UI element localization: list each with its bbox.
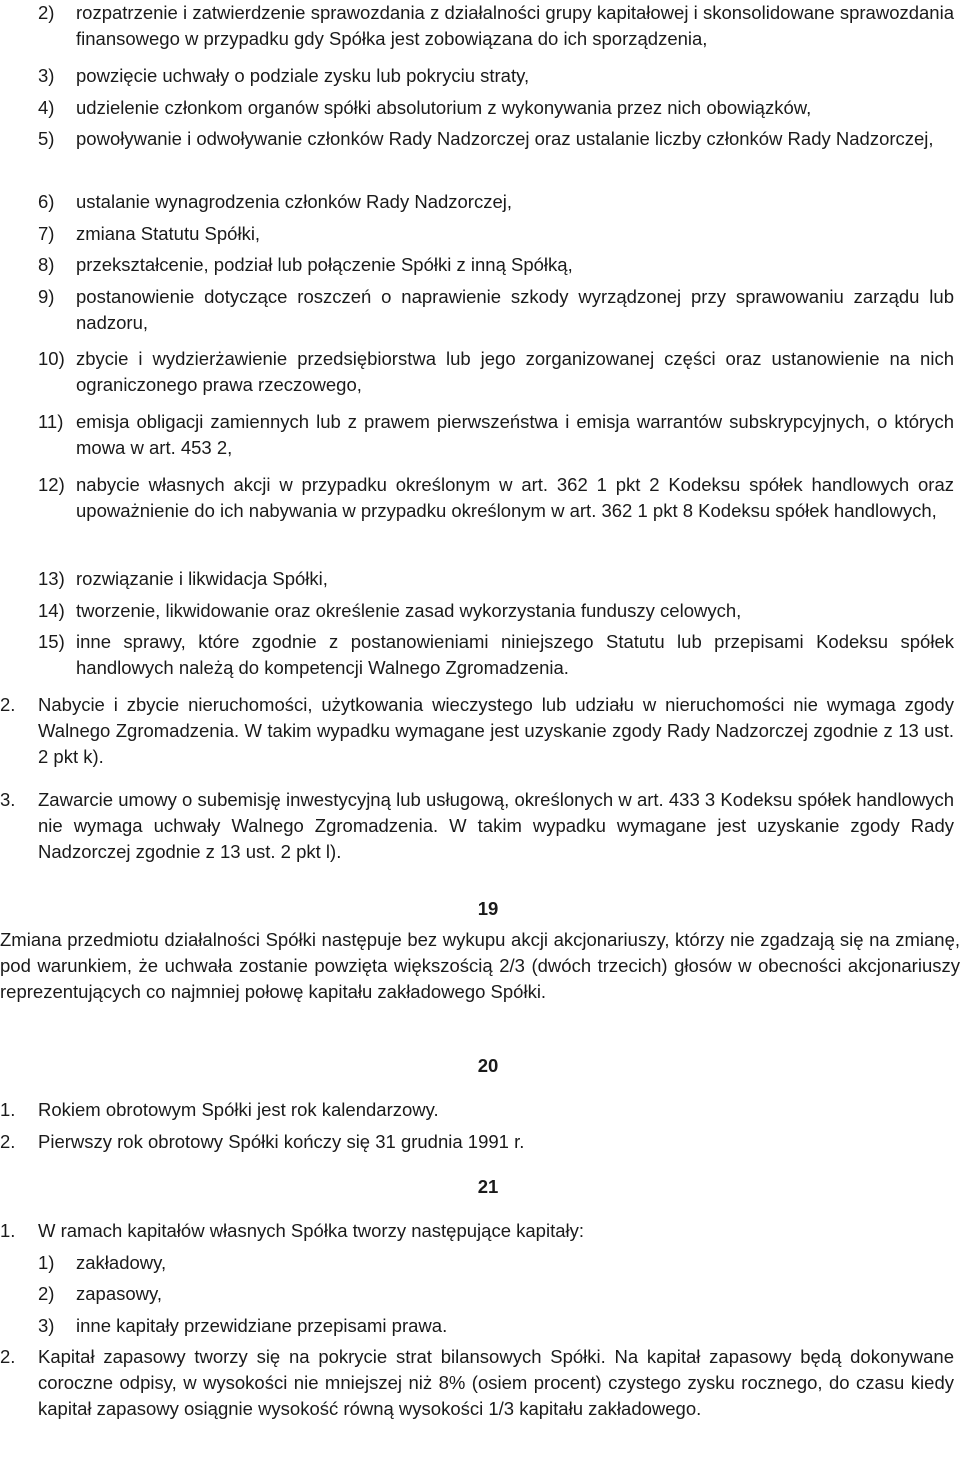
item-number: 2) <box>38 2 55 23</box>
section-heading: 20 <box>477 1055 499 1076</box>
list-item <box>0 629 960 681</box>
item-text: ustalanie wynagrodzenia członków Rady Nadzorczej, <box>76 191 513 212</box>
item-number: 9) <box>38 286 55 307</box>
item-text: inne kapitały przewidziane przepisami prawa. <box>76 1315 448 1336</box>
list-item <box>0 284 960 336</box>
item-number: 1) <box>38 1252 55 1273</box>
paragraph-number: 1. <box>0 1220 16 1241</box>
item-number: 7) <box>38 223 55 244</box>
item-text: inne sprawy, które zgodnie z postanowieniami niniejszego Statutu lub przepisami Kodeksu spółek handlowych należą do kompetencji Walnego Zgromadzenia. <box>76 631 954 678</box>
paragraph-text: Zawarcie umowy o subemisję inwestycyjną lub usługową, określonych w art. 433 3 Kodeksu spółek handlowych nie wymaga uchwały Walnego Zgromadzenia. W takim wypadku wymagane jest uzyskanie zgody Rady Nadzorczej zgodnie z 13 ust. 2 pkt l). <box>38 789 954 862</box>
section-heading: 19 <box>477 898 499 919</box>
paragraph-number: 1. <box>0 1099 16 1120</box>
item-number: 8) <box>38 254 55 275</box>
item-number: 3) <box>38 65 55 86</box>
item-number: 11) <box>38 411 64 432</box>
item-text: udzielenie członkom organów spółki absolutorium z wykonywania przez nich obowiązków, <box>76 97 812 118</box>
list-item <box>0 346 960 398</box>
item-number: 14) <box>38 600 65 621</box>
item-text: przekształcenie, podział lub połączenie Spółki z inną Spółką, <box>76 254 573 275</box>
item-number: 5) <box>38 128 55 149</box>
paragraph-text: Rokiem obrotowym Spółki jest rok kalendarzowy. <box>38 1099 439 1120</box>
item-text: zakładowy, <box>76 1252 167 1273</box>
item-text: powoływanie i odwoływanie członków Rady Nadzorczej oraz ustalanie liczby członków Rady Nadzorczej, <box>76 128 934 149</box>
item-number: 10) <box>38 348 65 369</box>
paragraph-number: 2. <box>0 1131 16 1152</box>
section-paragraph: Zmiana przedmiotu działalności Spółki następuje bez wykupu akcji akcjonariuszy, którzy nie zgadzają się na zmianę, pod warunkiem, że uchwała zostanie powzięta większością 2/3 (dwóch trzecich) głosów w obecności akcjonariuszy reprezentujących co najmniej połowę kapitału zakładowego Spółki. <box>0 929 960 1002</box>
item-text: rozpatrzenie i zatwierdzenie sprawozdania z działalności grupy kapitałowej i skonsolidowane sprawozdania finansowego w przypadku gdy Spółka jest zobowiązana do ich sporządzenia, <box>76 2 954 49</box>
list-item <box>0 1313 960 1339</box>
item-text: postanowienie dotyczące roszczeń o naprawienie szkody wyrządzonej przy sprawowaniu zarządu lub nadzoru, <box>76 286 954 333</box>
paragraph-text: W ramach kapitałów własnych Spółka tworzy następujące kapitały: <box>38 1220 584 1241</box>
list-item <box>0 63 960 89</box>
numbered-paragraph <box>0 1218 960 1244</box>
paragraph-text: Nabycie i zbycie nieruchomości, użytkowania wieczystego lub udziału w nieruchomości nie wymaga zgody Walnego Zgromadzenia. W takim wypadku wymagane jest uzyskanie zgody Rady Nadzorczej zgodnie z 13 ust. 2 pkt k). <box>38 694 954 767</box>
item-text: zbycie i wydzierżawienie przedsiębiorstwa lub jego zorganizowanej części oraz ustanowienie na nich ograniczonego prawa rzeczowego, <box>76 348 954 395</box>
item-number: 2) <box>38 1283 55 1304</box>
item-text: tworzenie, likwidowanie oraz określenie zasad wykorzystania funduszy celowych, <box>76 600 742 621</box>
numbered-paragraph <box>0 1097 960 1123</box>
item-text: zapasowy, <box>76 1283 163 1304</box>
item-text: zmiana Statutu Spółki, <box>76 223 261 244</box>
item-number: 6) <box>38 191 55 212</box>
numbered-paragraph <box>0 1344 960 1422</box>
numbered-paragraph <box>0 787 960 865</box>
item-text: powzięcie uchwały o podziale zysku lub pokryciu straty, <box>76 65 530 86</box>
list-item <box>0 1281 960 1307</box>
paragraph-number: 2. <box>0 694 16 715</box>
list-item <box>0 95 960 121</box>
list-item <box>0 126 960 152</box>
paragraph-text: Pierwszy rok obrotowy Spółki kończy się 31 grudnia 1991 r. <box>38 1131 525 1152</box>
list-item <box>0 221 960 247</box>
item-text: rozwiązanie i likwidacja Spółki, <box>76 568 328 589</box>
list-item <box>0 598 960 624</box>
list-item <box>0 0 960 52</box>
item-number: 15) <box>38 631 65 652</box>
numbered-paragraph <box>0 692 960 770</box>
list-item <box>0 566 960 592</box>
item-number: 13) <box>38 568 65 589</box>
item-text: emisja obligacji zamiennych lub z prawem pierwszeństwa i emisja warrantów subskrypcyjnych, o których mowa w art. 453 2, <box>76 411 954 458</box>
numbered-paragraph <box>0 1129 960 1155</box>
item-number: 4) <box>38 97 55 118</box>
list-item <box>0 409 960 461</box>
list-item <box>0 189 960 215</box>
item-text: nabycie własnych akcji w przypadku określonym w art. 362 1 pkt 2 Kodeksu spółek handlowych oraz upoważnienie do ich nabywania w przypadku określonym w art. 362 1 pkt 8 Kodeksu spółek handlowych, <box>76 474 954 521</box>
list-item <box>0 252 960 278</box>
item-number: 12) <box>38 474 65 495</box>
item-number: 3) <box>38 1315 55 1336</box>
section-heading: 21 <box>477 1176 499 1197</box>
paragraph-number: 3. <box>0 789 16 810</box>
list-item <box>0 472 960 524</box>
paragraph-text: Kapitał zapasowy tworzy się na pokrycie strat bilansowych Spółki. Na kapitał zapasowy będą dokonywane coroczne odpisy, w wysokości nie mniejszej niż 8% (osiem procent) czystego zysku rocznego, do czasu kiedy kapitał zapasowy osiągnie wysokość równą wysokości 1/3 kapitału zakładowego. <box>38 1346 954 1419</box>
paragraph-number: 2. <box>0 1346 16 1367</box>
list-item <box>0 1250 960 1276</box>
